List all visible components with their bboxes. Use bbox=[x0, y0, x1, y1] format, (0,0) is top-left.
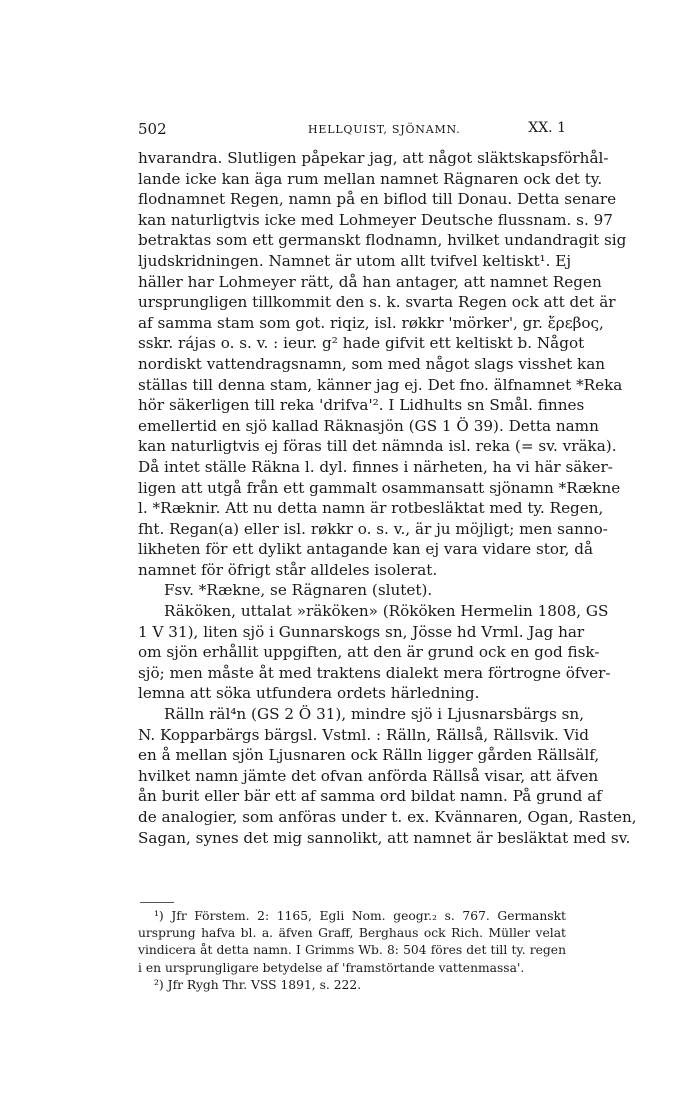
text-line: namnet för öfrigt står alldeles isolerat. bbox=[138, 560, 438, 579]
text-line: nordiskt vattendragsnamn, som med något slags visshet kan bbox=[138, 354, 606, 373]
entry-line: Rälln räl⁴n (GS 2 Ö 31), mindre sjö i Ljusnarsbärgs sn, bbox=[164, 705, 585, 724]
text-line: fht. Regan(a) eller isl. røkkr o. s. v., är ju möjligt; men sanno- bbox=[138, 519, 608, 538]
text-line: de analogier, som anföras under t. ex. Kvännaren, Ogan, Rasten, bbox=[138, 808, 637, 826]
text-line: Då intet ställe Räkna l. dyl. finnes i närheten, ha vi här säker- bbox=[138, 457, 613, 476]
text-line: N. Kopparbärgs bärgsl. Vstml. : Rälln, Rällså, Rällsvik. Vid bbox=[138, 725, 589, 744]
text-line: ljudskridningen. Namnet är utom allt tvifvel keltiskt¹. Ej bbox=[138, 251, 572, 270]
text-line: 1 V 31), liten sjö i Gunnarskogs sn, Jösse hd Vrml. Jag har bbox=[138, 622, 585, 641]
footnote-line: ursprung hafva bl. a. äfven Graff, Berghaus ock Rich. Müller velat bbox=[138, 926, 566, 941]
footnote-line: ²) Jfr Rygh Thr. VSS 1891, s. 222. bbox=[154, 977, 362, 992]
footnote-line: i en ursprungligare betydelse af 'framstörtande vattenmassa'. bbox=[138, 960, 525, 975]
text-line: l. *Ræknir. Att nu detta namn är rotbesläktat med ty. Regen, bbox=[138, 499, 604, 518]
text-line: af samma stam som got. riqiz, isl. røkkr 'mörker', gr. ἔρεβος, bbox=[138, 313, 604, 332]
text-line: betraktas som ett germanskt flodnamn, hvilket undandragit sig bbox=[138, 231, 627, 250]
text-line: hör säkerligen till reka 'drifva'². I Lidhults sn Smål. finnes bbox=[138, 396, 585, 415]
footnote-line: vindicera åt detta namn. I Grimms Wb. 8: 504 föres det till ty. regen bbox=[138, 943, 566, 958]
text-line: ligen att utgå från ett gammalt osammansatt sjönamn *Rækne bbox=[138, 478, 621, 497]
volume-number: XX. 1 bbox=[528, 120, 566, 136]
text-line: kan naturligtvis icke med Lohmeyer Deutsche flussnam. s. 97 bbox=[138, 210, 613, 229]
text-line: ån burit eller bär ett af samma ord bildat namn. På grund af bbox=[138, 787, 602, 806]
text-line: ursprungligen tillkommit den s. k. svarta Regen ock att det är bbox=[138, 293, 616, 312]
page-number: 502 bbox=[138, 120, 167, 138]
text-line: emellertid en sjö kallad Räknasjön (GS 1 Ö 39). Detta namn bbox=[138, 416, 599, 435]
footnotes bbox=[138, 908, 566, 994]
entry-line: Räköken, uttalat »räköken» (Rököken Hermelin 1808, GS bbox=[164, 602, 609, 621]
text-line: likheten för ett dylikt antagande kan ej vara vidare stor, då bbox=[138, 540, 594, 559]
text-line: hvilket namn jämte det ofvan anförda Rällså visar, att äfven bbox=[138, 766, 599, 785]
text-line: kan naturligtvis ej föras till det nämnda isl. reka (= sv. vräka). bbox=[138, 437, 617, 456]
text-line: sskr. rájas o. s. v. : ieur. g² hade gifvit ett keltiskt b. Något bbox=[138, 334, 585, 353]
footnote-divider bbox=[140, 902, 174, 903]
body-text bbox=[138, 148, 637, 848]
text-line: flodnamnet Regen, namn på en biflod till Donau. Detta senare bbox=[138, 190, 617, 209]
text-line: om sjön erhållit uppgiften, att den är grund ock en god fisk- bbox=[138, 643, 600, 662]
text-line: ställas till denna stam, känner jag ej. Det fno. älfnamnet *Reka bbox=[138, 375, 623, 394]
running-header bbox=[138, 120, 566, 140]
footnote-line: ¹) Jfr Förstem. 2: 1165, Egli Nom. geogr.₂ s. 767. Germanskt bbox=[154, 909, 566, 923]
text-line: lemna att söka utfundera ordets härledning. bbox=[138, 684, 480, 703]
text-line: häller har Lohmeyer rätt, då han antager, att namnet Regen bbox=[138, 272, 602, 291]
text-line: hvarandra. Slutligen påpekar jag, att något släktskapsförhål- bbox=[138, 149, 609, 167]
text-line: lande icke kan äga rum mellan namnet Rägnaren ock det ty. bbox=[138, 169, 603, 188]
running-title: HELLQUIST, SJÖNAMN. bbox=[308, 123, 461, 136]
text-line: sjö; men måste åt med traktens dialekt mera förtrogne öfver- bbox=[138, 663, 611, 682]
text-line: Sagan, synes det mig sannolikt, att namnet är besläktat med sv. bbox=[138, 828, 631, 847]
entry-line: Fsv. *Rækne, se Rägnaren (slutet). bbox=[164, 581, 433, 600]
text-line: en å mellan sjön Ljusnaren ock Rälln ligger gården Rällsälf, bbox=[138, 746, 600, 765]
